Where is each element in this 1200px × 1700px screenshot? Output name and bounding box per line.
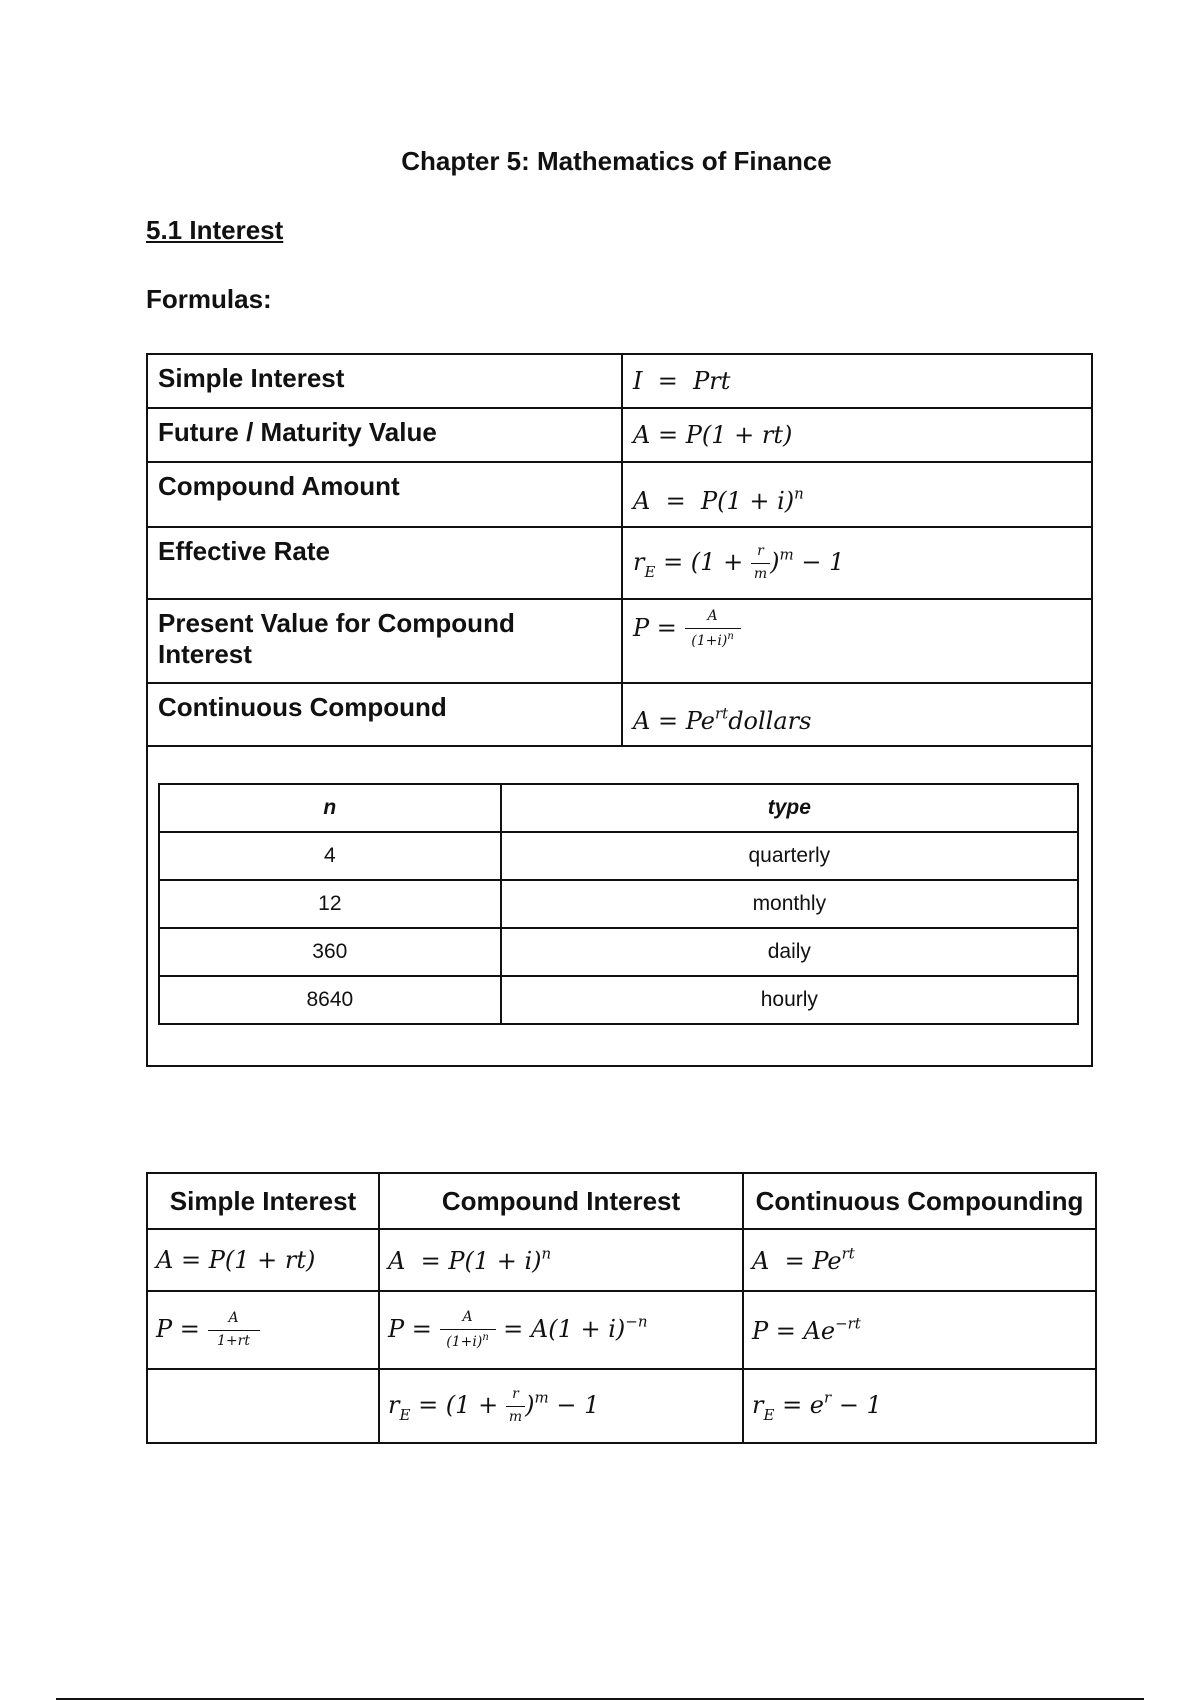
table-cell: 12 — [159, 880, 501, 928]
column-header: Compound Interest — [379, 1173, 743, 1229]
table-header-row — [147, 1173, 1096, 1229]
formula-row — [147, 354, 1092, 408]
formula-compound-amount: $A = P(1 + i)^n$ — [633, 484, 804, 515]
table-cell — [147, 1229, 379, 1291]
table-cell — [379, 1369, 743, 1443]
formula-row — [147, 599, 1092, 683]
table-row — [147, 1229, 1096, 1291]
table-cell — [743, 1291, 1096, 1369]
chapter-title: Chapter 5: Mathematics of Finance — [401, 146, 832, 176]
formulas-table — [146, 353, 1093, 1067]
formula-cell — [622, 599, 1092, 683]
table-cell — [743, 1369, 1096, 1443]
section-heading: 5.1 Interest — [146, 215, 284, 245]
table-cell: hourly — [501, 976, 1078, 1024]
formula-label: Continuous Compound — [147, 683, 622, 746]
continuous-future-value-formula: $A = Pe^{rt}$ — [752, 1244, 855, 1276]
compound-effective-rate-formula: $r_E = (1$ + $\frac{r}{m}$ )$^m$ − 1 — [388, 1386, 600, 1425]
formula-row — [147, 527, 1092, 599]
table-header-row — [159, 784, 1078, 832]
table-cell: daily — [501, 928, 1078, 976]
column-header: type — [501, 784, 1078, 832]
formula-row — [147, 408, 1092, 462]
column-header: Simple Interest — [147, 1173, 379, 1229]
table-row — [159, 880, 1078, 928]
table-row — [159, 928, 1078, 976]
formula-cell — [622, 683, 1092, 746]
table-row — [147, 1369, 1096, 1443]
compounding-periods-cell — [147, 746, 1092, 1066]
table-row — [159, 976, 1078, 1024]
table-cell: monthly — [501, 880, 1078, 928]
table-cell: 4 — [159, 832, 501, 880]
formula-present-value: P = $\frac{A}{(1+i)^n}$ — [633, 614, 741, 642]
formula-row — [147, 746, 1092, 1066]
table-cell — [147, 1291, 379, 1369]
column-header: Continuous Compounding — [743, 1173, 1096, 1229]
formula-cell — [622, 408, 1092, 462]
column-header: n — [159, 784, 501, 832]
table-cell: 360 — [159, 928, 501, 976]
compounding-periods-table — [158, 783, 1079, 1025]
table-row — [159, 832, 1078, 880]
formula-simple-interest: I = Prt — [633, 367, 731, 395]
continuous-effective-rate-formula: $r_E = e^r - 1$ — [752, 1388, 882, 1424]
comparison-table — [146, 1172, 1097, 1444]
continuous-present-value-formula: $P = Ae^{-rt}$ — [752, 1314, 861, 1346]
simple-present-value-formula: P = $\frac{A}{1+rt}$ — [156, 1315, 260, 1343]
table-cell — [379, 1291, 743, 1369]
formula-label: Compound Amount — [147, 462, 622, 527]
formula-effective-rate: $r_E = (1$ + $\frac{r}{m}$ )$^m$ − 1 — [633, 543, 845, 582]
table-cell: 8640 — [159, 976, 501, 1024]
formula-cell — [622, 462, 1092, 527]
formula-cell — [622, 354, 1092, 408]
formula-label: Present Value for Compound Interest — [147, 599, 622, 683]
formula-label: Simple Interest — [147, 354, 622, 408]
compound-future-value-formula: $A = P(1 + i)^n$ — [388, 1244, 552, 1276]
formula-cell — [622, 527, 1092, 599]
table-cell — [743, 1229, 1096, 1291]
formula-row — [147, 462, 1092, 527]
table-row — [147, 1291, 1096, 1369]
compound-present-value-formula: P = $\frac{A}{(1+i)^n}$ = $A(1 + i)^{-n}$ — [388, 1309, 648, 1350]
formula-continuous-compound: $A = Pe^{rt}dollars$ — [633, 704, 812, 735]
formulas-label: Formulas: — [146, 284, 272, 314]
table-cell — [379, 1229, 743, 1291]
table-cell — [147, 1369, 379, 1443]
table-cell: quarterly — [501, 832, 1078, 880]
formula-label: Effective Rate — [147, 527, 622, 599]
simple-future-value-formula: A = P(1 + rt) — [156, 1246, 316, 1274]
formula-label: Future / Maturity Value — [147, 408, 622, 462]
formula-row — [147, 683, 1092, 746]
formula-future-value: A = P(1 + rt) — [633, 421, 793, 449]
